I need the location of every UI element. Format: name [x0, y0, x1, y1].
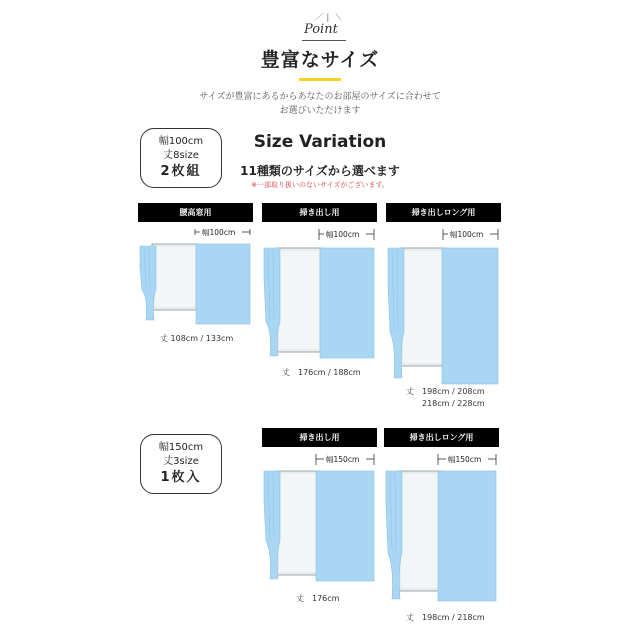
size-variation-title: Size Variation: [253, 132, 387, 152]
title-accent-bar: [299, 78, 341, 81]
width-label: 幅150cm: [448, 455, 482, 464]
point-underline: [302, 40, 346, 41]
size-variation-note: ※一部取り扱いのないサイズがございます。: [251, 181, 389, 189]
width-label: 幅150cm: [326, 455, 360, 464]
product-caption: 丈 108cm / 133cm: [160, 334, 234, 343]
group1-length: 丈8size: [163, 150, 199, 161]
group2-count: 1枚入: [160, 470, 202, 485]
group2-badge: [140, 434, 222, 494]
product-caption: 丈 176cm / 188cm: [282, 368, 361, 377]
point-label: Point: [304, 22, 338, 37]
group1-width: 幅100cm: [158, 136, 204, 147]
product-tag: 腰高窓用: [138, 203, 253, 222]
size-variation-subtitle: 11種類のサイズから選べます: [240, 164, 400, 178]
width-label: 幅100cm: [450, 230, 484, 239]
curtain-illustration-hakidashi-long: [386, 228, 506, 386]
intro-line-2: お選びいただけます: [279, 106, 361, 116]
curtain-illustration-hakidashi-150: [262, 453, 382, 585]
curtain-illustration-hakidashi-long-150: [384, 453, 504, 603]
width-label: 幅100cm: [326, 230, 360, 239]
product-tag: 掃き出し用: [262, 203, 377, 222]
product-caption: 丈 176cm: [296, 594, 340, 603]
spark-icon: ／ | ＼: [314, 13, 343, 22]
product-tag: 掃き出しロング用: [384, 428, 499, 447]
product-tag: 掃き出しロング用: [386, 203, 501, 222]
curtain-illustration-hakidashi: [262, 228, 382, 368]
point-badge: [296, 14, 356, 44]
page-title: 豊富なサイズ: [260, 49, 380, 71]
group2-length: 丈3size: [163, 456, 199, 467]
intro-line-1: サイズが豊富にあるからあなたのお部屋のサイズに合わせて: [199, 92, 441, 102]
width-label: 幅100cm: [202, 228, 236, 237]
curtain-illustration-koshidaka: [138, 228, 258, 328]
product-caption: 丈 198cm / 208cm 218cm / 228cm: [406, 387, 485, 408]
group1-count: 2枚組: [160, 164, 202, 179]
product-caption: 丈 198cm / 218cm: [406, 613, 485, 622]
group2-width: 幅150cm: [158, 442, 204, 453]
product-tag: 掃き出し用: [262, 428, 377, 447]
group1-badge: [140, 128, 222, 188]
